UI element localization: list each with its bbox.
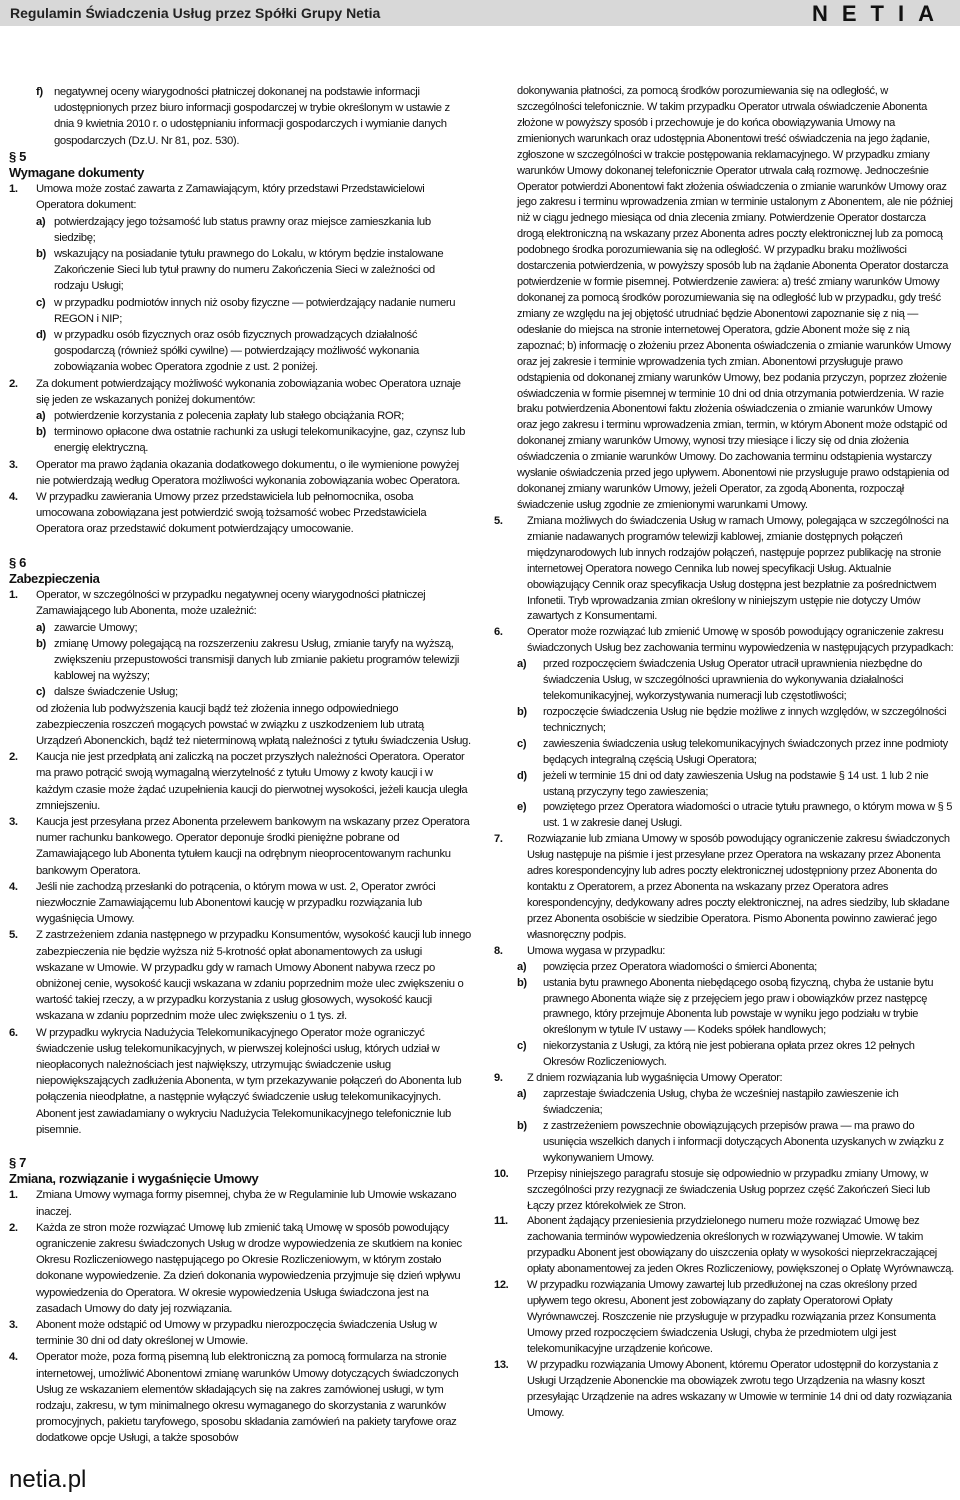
list-item: a) potwierdzenie korzystania z polecenia zapłaty lub stałego obciążania ROR;: [36, 410, 404, 423]
paragraph: 4. Operator może, poza formą pisemną lub elektroniczną za pomocą formularza na stronie internetowej, umożliwić Abonentowi zmianę warunków Umowy dotyczących świadczonych Usług ze wskazaniem elementów składających się na zakres zamówionej usługi, w tym rodzaju, zakresu, w tym minimalnego okresu wymaganego do skorzystania z warunków promocyjnych, pakietu taryfowego, sposobu składania zamówień na pakiety taryfowe oraz dodatkowe opcje Usługi, a także sposobów: [9, 1351, 459, 1445]
paragraph: 2. Za dokument potwierdzający możliwość wykonania zobowiązania wobec Operatora uznaje się jeden ze wskazanych poniżej dokumentów:: [9, 377, 461, 406]
list-item: c) w przypadku podmiotów innych niż osoby fizyczne — potwierdzający nadanie numeru REGON i NIP;: [36, 296, 456, 325]
paragraph: 9. Z dniem rozwiązania lub wygaśnięcia Umowy Operator:: [494, 1072, 783, 1085]
paragraph: 6. W przypadku wykrycia Nadużycia Telekomunikacyjnego Operator może ograniczyć świadczenie usług telekomunikacyjnych, w pierwszej kolejności usług, których udział w nieopłaconych należnościach jest największy, utrzymując świadczenie usług niepowiększających zadłużenia Abonenta, w tym przekazywanie połączeń do Abonenta lub połączenia nieodpłatne, a następnie wyłączyć świadczenie usług telekomunikacyjnych. Abonent jest zawiadamiany o wykryciu Nadużycia Telekomunikacyjnego telefonicznie lub pisemnie.: [9, 1026, 462, 1136]
paragraph: 4. Jeśli nie zachodzą przesłanki do potrącenia, o którym mowa w ust. 2, Operator zwróci niezwłocznie Zamawiającemu lub Abonentowi kaucję w przypadku rozwiązania lub wygaśnięcia Umowy.: [9, 880, 436, 926]
section-title: Zmiana, rozwiązanie i wygaśnięcie Umowy: [9, 1171, 259, 1187]
paragraph: 6. Operator może rozwiązać lub zmienić Umowę w sposób powodujący ograniczenie zakresu świadczonych Usług bez zachowania terminu wypowiedzenia w następujących przypadkach:: [494, 626, 954, 655]
footer-site-link[interactable]: netia.pl: [9, 1466, 87, 1493]
list-item: b) z zastrzeżeniem powszechnie obowiązujących przepisów prawa — ma prawo do usunięcia wszelkich danych i informacji dotyczących Abonenta uzyskanych w związku z wykonywaniem Umowy.: [517, 1119, 944, 1164]
paragraph: 5. Z zastrzeżeniem zdania następnego w przypadku Konsumentów, wysokość kaucji lub innego zabezpieczenia nie będzie wyższa niż 5-krotność opłat abonamentowych za usługi wskazane w Umowie. W przypadku gdy w ramach Umowy Abonent nabywa rzecz po obniżonej cenie, wysokość kaucji wskazana w zdaniu poprzednim może ulec zwiększeniu o wartość takiej rzeczy, a w przypadku korzystania z usług głosowych, wysokość kaucji wskazana w zdaniu poprzednim może ulec zwiększeniu o 1 tys. zł.: [9, 929, 471, 1023]
paragraph: 8. Umowa wygasa w przypadku:: [494, 944, 665, 957]
paragraph: 13. W przypadku rozwiązania Umowy Abonent, któremu Operator udostępnił do korzystania z Usługi Urządzenie Abonenckie ma obowiązek zwrotu tego Urządzenia na własny koszt przesyłając Urządzenie na adres wskazany w Umowie w terminie 14 dni od daty rozwiązania Umowy.: [494, 1358, 952, 1419]
paragraph: 3. Kaucja jest przesyłana przez Abonenta przelewem bankowym na wskazany przez Operatora numer rachunku bankowego. Operator deponuje środki pieniężne pobrane od Zamawiającego lub Abonenta tytułem kaucji na odrębnym nieoprocentowanym rachunku bankowym Operatora.: [9, 815, 470, 877]
list-item: a) zaprzestaje świadczenia Usług, chyba że wcześniej nastąpiło zawieszenie ich świadczenia;: [517, 1088, 899, 1116]
right-column: [494, 84, 954, 1421]
paragraph: 3. Abonent może odstąpić od Umowy w przypadku nierozpoczęcia świadczenia Usług w terminie 30 dni od daty określonej w Umowie.: [9, 1319, 437, 1348]
list-item: c) zawieszenia świadczenia usług telekomunikacyjnych świadczonych przez inne podmioty będących integralną częścią Usługi Operatora;: [517, 737, 948, 766]
section-number: § 5: [9, 148, 27, 164]
paragraph: 1. Umowa może zostać zawarta z Zamawiającym, który przedstawi Przedstawicielowi Operatora dokument:: [9, 183, 425, 212]
paragraph: 7. Rozwiązanie lub zmiana Umowy w sposób powodujący ograniczenie zakresu świadczonych Usług następuje na piśmie i jest przesyłane przez Operatora na wskazany przez Abonenta adres korespondencyjny lub adres poczty elektronicznej udostępniony przez Abonenta do kontaktu z Operatorem, a przez Abonenta na wskazany przez Operatora adres korespondencyjny, dedykowany adres poczty elektronicznej, na adres siedziby, lub składane przez Abonenta osobiście w siedzibie Operatora. Pismo Abonenta powinno zawierać jego własnoręczny podpis.: [494, 833, 950, 941]
paragraph: 2. Każda ze stron może rozwiązać Umowę lub zmienić taką Umowę w sposób powodujący ograniczenie zakresu świadczonych Usług w drodze wypowiedzenia ze skutkiem na koniec Okresu Rozliczeniowego następującego po Okresie Rozliczeniowym, w którym zostało dokonane wypowiedzenie. Za dzień dokonania wypowiedzenia przyjmuje się dzień wpływu wypowiedzenia do Operatora. W okresie wypowiedzenia Usługa świadczona jest na zasadach Umowy do daty jej rozwiązania.: [9, 1221, 462, 1315]
list-item: c) dalsze świadczenie Usług;: [36, 686, 178, 699]
paragraph: 5. Zmiana możliwych do świadczenia Usług w ramach Umowy, polegająca w szczególności na zmianie nadawanych programów telewizji kablowej, zmianie dostępnych połączeń międzynarodowych lub innych rodzajów połączeń, następuje poprzez publikację na stronie internetowej Operatora nowego Cennika lub nowej specyfikacji Usług. Aktualnie obowiązujący Cennik oraz specyfikacja Usług dostępna jest bezpłatnie za pośrednictwem Infonetii. Tryb wprowadzania zmian określony w niniejszym ustępie nie dotyczy Umów zawartych z Konsumentami.: [494, 514, 949, 623]
list-item: b) rozpoczęcie świadczenia Usług nie będzie możliwe z innych względów, w szczególności technicznych;: [517, 705, 947, 734]
paragraph: 3. Operator ma prawo żądania okazania dodatkowego dokumentu, o ile wymienione powyżej nie potwierdzają według Operatora możliwości wykonania zobowiązania wobec Operatora.: [9, 458, 460, 487]
list-item: b) wskazujący na posiadanie tytułu prawnego do Lokalu, w którym będzie instalowane Zakończenie Sieci lub tytuł prawny do numeru Zakończenia Sieci w zależności od rodzaju Usługi;: [36, 248, 444, 293]
paragraph-continuation: dokonywania płatności, za pomocą środków porozumiewania się na odległość, w szczególności telefonicznie. W takim przypadku Operator utrwala oświadczenie Abonenta złożone w powyższy sposób i przechowuje je do końca obowiązywania Umowy na zmienionych warunkach oraz udostępnia Abonentowi treść oświadczenia na jego żądanie, zgłoszone w szczególności w trakcie postępowania reklamacyjnego. W przypadku zmiany warunków Umowy dokonanej telefonicznie Operator utrwala całą rozmowę. Jednocześnie Operator potwierdzi Abonentowi fakt złożenia oświadczenia o zmianie warunków Umowy oraz jego zakresu i terminu wprowadzenia zmian w terminie ustalonym z Abonentem, ale nie później niż w ciągu jednego miesiąca od dnia zlecenia zmiany. Potwierdzenie Operator dostarcza drogą elektroniczną na wskazany przez Abonenta adres poczty elektronicznej lub za pomocą podobnego środka porozumiewania się na odległość. W przypadku braku możliwości dostarczenia potwierdzenia, w powyższy sposób lub na żądanie Abonenta Operator dostarcza potwierdzenie w formie pisemnej. Potwierdzenie zawiera: a) treść zmiany warunków Umowy dokonanej za pomocą środków porozumiewania się na odległość lub w przypadku, gdy treść zmiany ze względu na jej objętość utrudniać będzie Abonentowi zapoznanie się z nią — odesłanie do miejsca na stronie internetowej Operatora, gdzie Abonent może się z nią zapoznać; b) informację o złożeniu przez Abonenta oświadczenia o zmianie warunków Umowy oraz jej zakresie i terminie wprowadzenia tych zmian. Abonentowi przysługuje prawo odstąpienia od dokonanej zmiany warunków Umowy, bez podania przyczyn, poprzez złożenie oświadczenia w formie pisemnej w terminie 10 dni od dnia otrzymania potwierdzenia. W razie braku potwierdzenia Abonentowi faktu złożenia oświadczenia o zmianie warunków Umowy oraz jego zakresu i terminu wprowadzenia zmian, termin, w którym Abonent może odstąpić od dokonanej zmiany warunków Umowy, wynosi trzy miesiące i liczy się od dnia złożenia oświadczenia o zmianie warunków Umowy. Do zachowania terminu odstąpienia wystarczy wysłanie oświadczenia przed jego upływem. Abonentowi nie przysługuje prawo odstąpienia od dokonanej zmiany warunków Umowy, jeżeli Operator, za zgodą Abonenta, rozpoczął świadczenie usług zgodnie ze zmienionymi warunkami Umowy.: [517, 85, 953, 511]
list-item: a) przed rozpoczęciem świadczenia Usług Operator utracił uprawnienia niezbędne do świadczenia Usług, w szczególności uprawnienia do wykonywania działalności telekomunikacyjnej, wykorzystywania numeracji lub częstotliwości;: [517, 658, 923, 703]
paragraph: 2. Kaucja nie jest przedpłatą ani zaliczką na poczet przyszłych należności Operatora. Operator ma prawo potrącić swoją wymagalną wierzytelność z tytułu Umowy z kwoty kaucji i w każdym czasie może żądać uzupełnienia kaucji do pierwotnej wysokości, jeżeli kaucja uległa zmniejszeniu.: [9, 751, 468, 812]
list-item: e) powziętego przez Operatora wiadomości o utracie tytułu prawnego, o którym mowa w § 5 ust. 1 w zakresie danej Usługi.: [517, 801, 953, 830]
list-item: d) jeżeli w terminie 15 dni od daty zawieszenia Usług na podstawie § 14 ust. 1 lub 2 nie ustaną przyczyny tego zawieszenia;: [517, 769, 929, 798]
paragraph-continuation: od złożenia lub podwyższenia kaucji bądź też złożenia innego odpowiedniego zabezpieczenia roszczeń mogących powstać w związku z uszkodzeniem lub utratą Urządzeń Abonenckich, bądź też nieterminową wpłatą należności z tytułu świadczenia Usług.: [36, 702, 471, 747]
paragraph: 12. W przypadku rozwiązania Umowy zawartej lub przedłużonej na czas określony przed upływem tego okresu, Abonent jest zobowiązany do zapłaty Operatorowi Opłaty Wyrównawczej. Roszczenie nie przysługuje w przypadku rozwiązania przez Konsumenta Umowy przed rozpoczęciem świadczenia Usługi, chyba że przedmiotem ulgi jest telekomunikacyjne urządzenie końcowe.: [494, 1279, 936, 1355]
list-item: a) powzięcia przez Operatora wiadomości o śmierci Abonenta;: [517, 960, 817, 973]
list-item: f) negatywnej oceny wiarygodności płatniczej dokonanej na podstawie informacji udostępnionych przez biuro informacji gospodarczej w trybie określonym w ustawie z dnia 9 kwietnia 2010 r. o udostępnianiu informacji gospodarczych i wymianie danych gospodarczych (Dz.U. Nr 81, poz. 530).: [36, 86, 450, 147]
section-title: Zabezpieczenia: [9, 570, 100, 586]
paragraph: 1. Zmiana Umowy wymaga formy pisemnej, chyba że w Regulaminie lub Umowie wskazano inaczej.: [9, 1189, 457, 1218]
paragraph: 4. W przypadku zawierania Umowy przez przedstawiciela lub pełnomocnika, osoba umocowana zobowiązana jest potwierdzić swoją tożsamość wobec Przedstawiciela Operatora oraz przedstawić dokument potwierdzający umocowanie.: [9, 491, 427, 536]
netia-logo: NETIA: [812, 1, 948, 26]
section-number: § 6: [9, 554, 27, 570]
left-column: [9, 84, 471, 1447]
document-title: Regulamin Świadczenia Usług przez Spółki Grupy Netia: [10, 5, 381, 21]
paragraph: 11. Abonent żądający przeniesienia przydzielonego numeru może rozwiązać Umowę bez zachowania terminów wypowiedzenia określonych w rozwiązywanej Umowie. W takim przypadku Abonent jest obowiązany do uiszczenia opłaty w wysokości nieprzekraczającej opłaty abonamentowej za jeden Okres Rozliczeniowy, powiększonej o Opłatę Wyrównawczą.: [494, 1215, 954, 1276]
list-item: d) w przypadku osób fizycznych oraz osób fizycznych prowadzących działalność gospodarczą (również spółki cywilne) — potwierdzający możliwość wykonania zobowiązania wobec Operatora zgodnie z ust. 2 poniżej.: [36, 329, 419, 374]
list-item: b) zmianę Umowy polegającą na rozszerzeniu zakresu Usług, zmianie taryfy na wyższą, zwiększeniu przepustowości transmisji danych lub zmianie pakietu programów telewizji kablowej na wyższy;: [36, 637, 460, 683]
section-number: § 7: [9, 1155, 27, 1170]
list-item: b) ustania bytu prawnego Abonenta niebędącego osobą fizyczną, chyba że ustanie bytu prawnego Abonenta wiąże się z przejęciem jego praw i obowiązków przez następcę prawnego, który przejmuje Abonenta lub powstaje w wyniku jego podziału w trybie określonym w tytule IV ustawy — Kodeks spółek handlowych;: [517, 976, 934, 1037]
list-item: a) zawarcie Umowy;: [36, 621, 138, 634]
paragraph: 10. Przepisy niniejszego paragrafu stosuje się odpowiednio w przypadku zmiany Umowy, w szczególności przy rezygnacji ze świadczenia Usług poprzez część Zakończeń Sieci lub Łączy przez którekolwiek ze Stron.: [494, 1167, 930, 1212]
paragraph: 1. Operator, w szczególności w przypadku negatywnej oceny wiarygodności płatniczej Zamawiającego lub Abonenta, może uzależnić:: [9, 589, 426, 618]
list-item: b) terminowo opłacone dwa ostatnie rachunki za usługi telekomunikacyjne, gaz, czynsz lub energię elektryczną.: [36, 426, 466, 455]
page-header: [0, 0, 960, 26]
section-title: Wymagane dokumenty: [9, 165, 145, 181]
list-item: a) potwierdzający jego tożsamość lub status prawny oraz miejsce zamieszkania lub siedzibę;: [36, 215, 431, 244]
list-item: c) niekorzystania z Usługi, za którą nie jest pobierana opłata przez okres 12 pełnych Okresów Rozliczeniowych.: [517, 1040, 915, 1069]
